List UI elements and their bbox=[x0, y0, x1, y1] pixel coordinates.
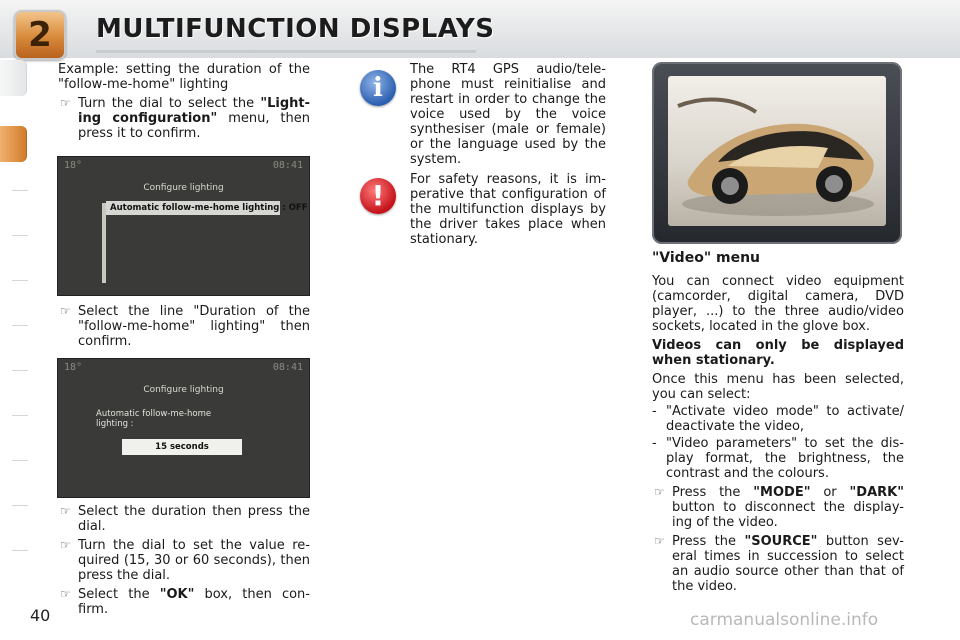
press-mode-dark-step bbox=[652, 485, 904, 530]
screen-scrollbar bbox=[102, 203, 106, 283]
outside-temp: 18° bbox=[64, 362, 83, 373]
warning-exclamation-icon: ! bbox=[360, 178, 396, 214]
dark-button-label: "DARK" bbox=[849, 485, 904, 500]
outside-temp: 18° bbox=[64, 160, 83, 171]
option-activate-video: - "Activate video mode" to activate/ deactivate the video, bbox=[652, 404, 904, 434]
step-1 bbox=[58, 96, 310, 141]
intro-text: Example: setting the duration of the "follow-me-home" lighting bbox=[58, 62, 310, 92]
page-number: 40 bbox=[30, 606, 51, 625]
screen-title: Configure lighting bbox=[143, 385, 224, 395]
title-underline bbox=[96, 50, 476, 53]
chapter-badge bbox=[14, 10, 66, 60]
press-step-text: Press the bbox=[672, 485, 754, 500]
hand-pointer-icon: ☞ bbox=[60, 96, 71, 110]
hand-pointer-icon: ☞ bbox=[60, 538, 71, 552]
video-display-monitor bbox=[652, 62, 902, 244]
step-5 bbox=[58, 587, 310, 617]
page-title: MULTIFUNCTION DISPLAYS bbox=[96, 14, 495, 44]
video-intro-para: You can connect video equipment (camcorder, digital camera, DVD player, ...) to the three audio/video sockets, located in the glove box. bbox=[652, 274, 904, 334]
video-stationary-warning: Videos can only be displayed when stationary. bbox=[652, 338, 904, 368]
step-3-text: Select the duration then press the dial. bbox=[78, 504, 310, 534]
option-activate-video-text: "Activate video mode" to activate/ deactivate the video, bbox=[666, 404, 904, 434]
warning-note bbox=[410, 172, 606, 247]
option-video-parameters-text: "Video parameters" to set the dis-play format, the brightness, the contrast and the colours. bbox=[666, 436, 904, 481]
warning-note-text: For safety reasons, it is im-perative that configuration of the multifunction displays by the driver takes place when stationary. bbox=[410, 172, 606, 247]
side-tab-divider bbox=[12, 325, 28, 326]
lighting-menu-screenshot bbox=[57, 156, 310, 296]
info-note-text: The RT4 GPS audio/tele-phone must reinitialise and restart in order to change the voice used by the voice synthesiser (male or female) or the language used by the system. bbox=[410, 62, 606, 167]
concept-car-illustration bbox=[668, 76, 886, 226]
info-note bbox=[410, 62, 606, 167]
screen-status-bar bbox=[58, 157, 309, 175]
left-column bbox=[58, 62, 310, 141]
side-tab-divider bbox=[12, 415, 28, 416]
side-tab-divider bbox=[12, 280, 28, 281]
screen-status-bar bbox=[58, 359, 309, 377]
hand-pointer-icon: ☞ bbox=[654, 485, 665, 499]
side-tab-divider bbox=[12, 190, 28, 191]
monitor-screen-image bbox=[668, 76, 886, 226]
side-tab-divider bbox=[12, 370, 28, 371]
duration-setting-screenshot bbox=[57, 358, 310, 498]
step-5-text-end: box, then con-firm. bbox=[78, 587, 310, 617]
press-step-text-end: button to disconnect the display-ing of the video. bbox=[672, 500, 904, 530]
left-column-steps bbox=[58, 500, 310, 617]
side-tab-1[interactable] bbox=[0, 60, 27, 96]
clock: 08:41 bbox=[272, 362, 303, 373]
left-column-step2 bbox=[58, 300, 310, 349]
setting-label-line1: Automatic follow-me-home bbox=[96, 409, 212, 419]
side-tab-2-active[interactable] bbox=[0, 126, 27, 162]
watermark: carmanualsonline.info bbox=[690, 610, 879, 630]
page-header bbox=[0, 0, 960, 58]
hand-pointer-icon: ☞ bbox=[60, 504, 71, 518]
step-4 bbox=[58, 538, 310, 583]
selected-menu-line: Automatic follow-me-home lighting : OFF bbox=[106, 201, 280, 215]
step-1-text-end: menu, then press it to confirm. bbox=[78, 111, 310, 141]
hand-pointer-icon: ☞ bbox=[654, 534, 665, 548]
source-button-label: "SOURCE" bbox=[744, 534, 818, 549]
step-3 bbox=[58, 504, 310, 534]
step-2 bbox=[58, 304, 310, 349]
step-5-text: Select the bbox=[78, 587, 160, 602]
video-menu-heading: "Video" menu bbox=[652, 250, 761, 266]
hand-pointer-icon: ☞ bbox=[60, 304, 71, 318]
press-source-step bbox=[652, 534, 904, 594]
setting-label bbox=[96, 409, 211, 429]
option-video-parameters: - "Video parameters" to set the dis-play format, the brightness, the contrast and the colours. bbox=[652, 436, 904, 481]
screen-title: Configure lighting bbox=[143, 183, 224, 193]
setting-label-line2: lighting : bbox=[96, 419, 134, 429]
press-source-text-end: button sev-eral times in succession to select an audio source other than that of the video. bbox=[672, 534, 904, 594]
chapter-number: 2 bbox=[28, 15, 52, 55]
right-column bbox=[652, 250, 904, 594]
side-tab-divider bbox=[12, 505, 28, 506]
duration-value-field: 15 seconds bbox=[122, 439, 242, 455]
step-1-text: Turn the dial to select the bbox=[78, 96, 261, 111]
press-source-text: Press the bbox=[672, 534, 745, 549]
step-1-bold: "Light-ing configuration" bbox=[78, 96, 310, 126]
side-tab-divider bbox=[12, 235, 28, 236]
step-4-text: Turn the dial to set the value re-quired (15, 30 or 60 seconds), then press the dial. bbox=[78, 538, 310, 583]
side-tab-divider bbox=[12, 460, 28, 461]
side-tab-divider bbox=[12, 550, 28, 551]
press-step-or: or bbox=[810, 485, 850, 500]
mode-button-label: "MODE" bbox=[753, 485, 811, 500]
video-select-para: Once this menu has been selected, you can select: bbox=[652, 372, 904, 402]
hand-pointer-icon: ☞ bbox=[60, 587, 71, 601]
step-2-text: Select the line "Duration of the "follow-me-home" lighting" then confirm. bbox=[78, 304, 310, 349]
info-icon: i bbox=[360, 70, 396, 106]
chapter-side-tabs bbox=[0, 60, 30, 580]
step-5-bold: "OK" bbox=[159, 587, 195, 602]
clock: 08:41 bbox=[272, 160, 303, 171]
